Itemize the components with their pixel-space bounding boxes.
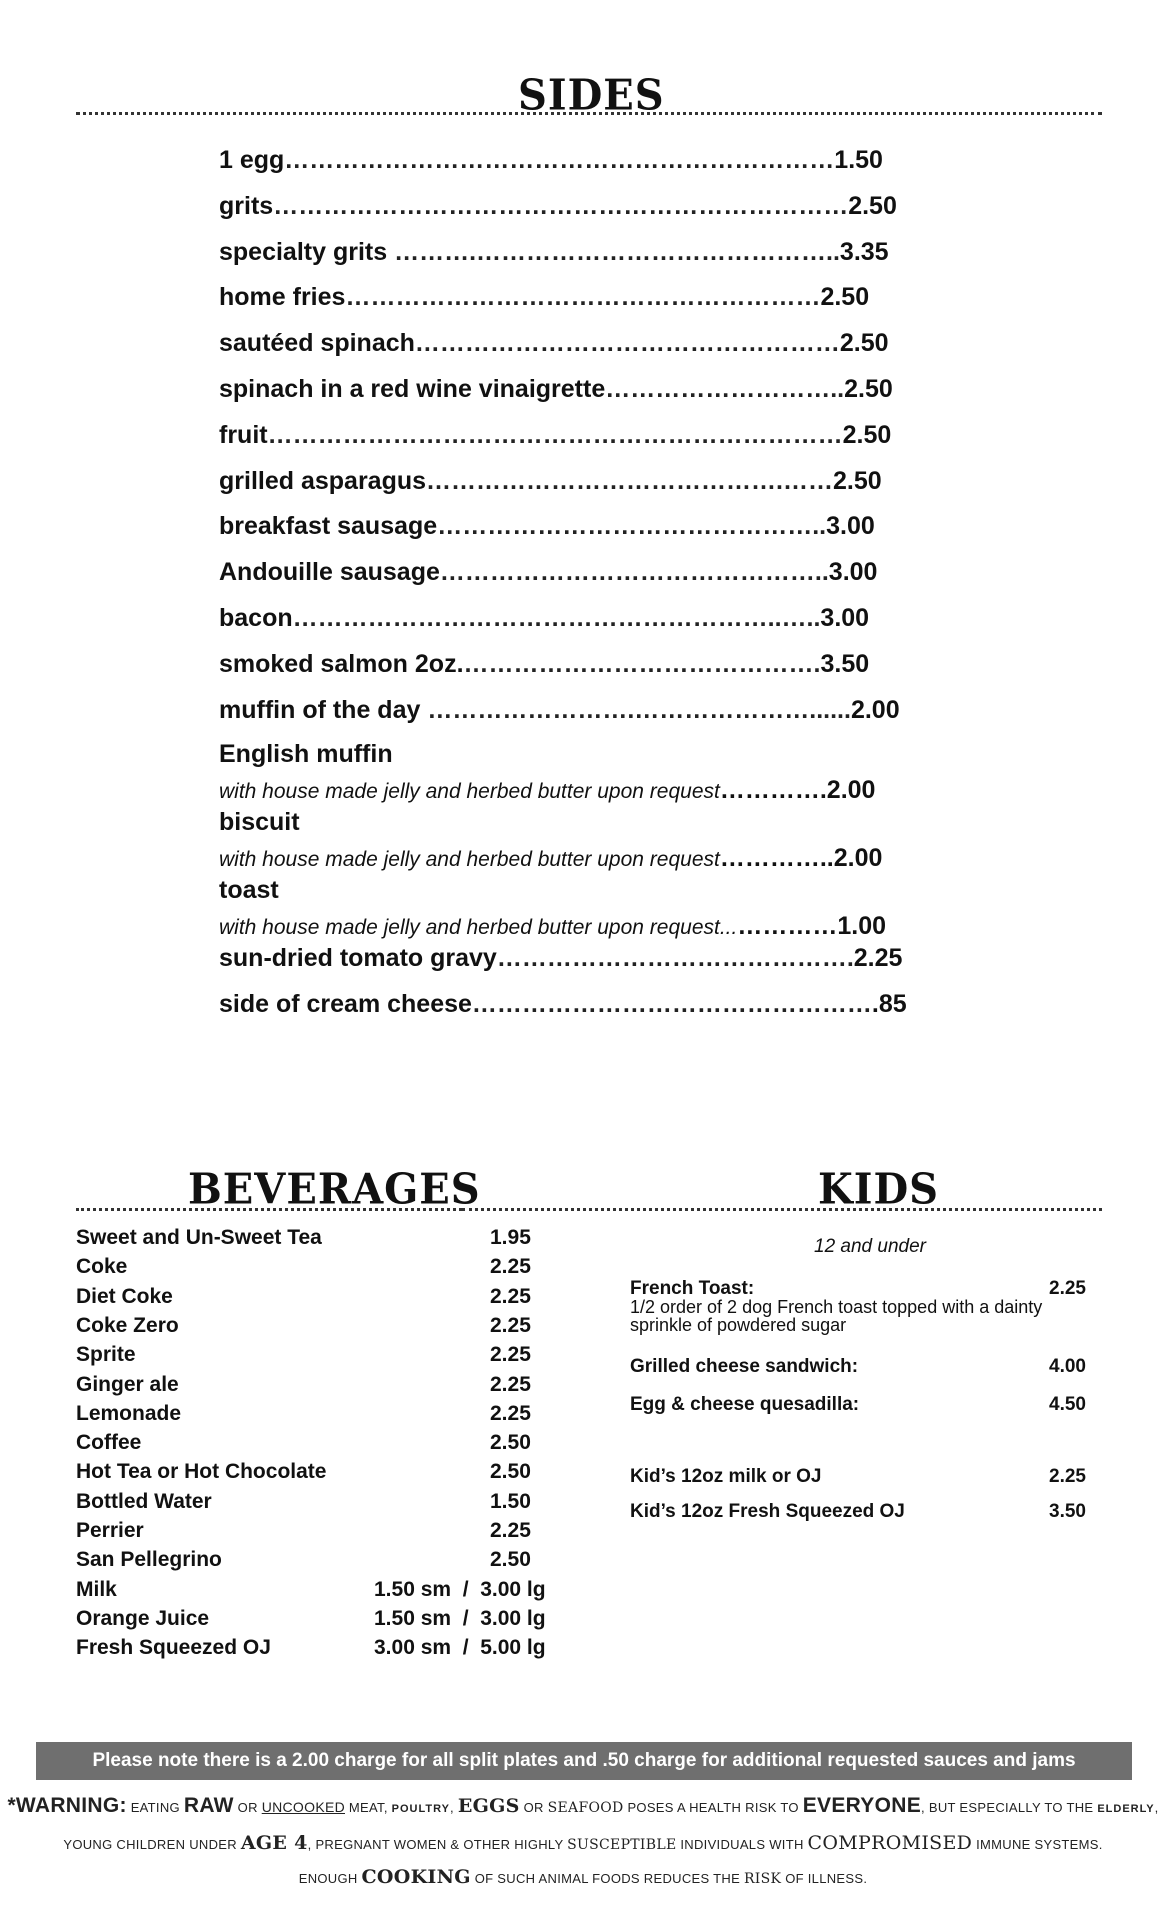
side-item-name: breakfast sausage [219, 512, 438, 540]
kids-drink-name: Kid’s 12oz milk or OJ [630, 1466, 822, 1487]
beverage-price: 1.50 sm / 3.00 lg [374, 1607, 546, 1630]
beverages-divider [76, 1208, 462, 1211]
side-bread-note [219, 844, 882, 873]
side-item-name: sautéed spinach [219, 329, 415, 357]
side-item-label [219, 512, 875, 541]
side-bread-price: 2.00 [833, 844, 883, 872]
kids-item [630, 1394, 1086, 1418]
side-item-leader: ……….…………………………………….. [394, 238, 840, 266]
side-item-price: 2.50 [844, 375, 893, 403]
beverage-item-sized [76, 1607, 596, 1635]
kids-divider [462, 1208, 1102, 1211]
beverage-price: 2.25 [490, 1314, 531, 1337]
warning-line-1: *WARNING: EATING RAW OR UNCOOKED MEAT, POULTRY, EGGS OR SEAFOOD POSES A HEALTH RISK TO EVERYONE, BUT ESPECIALLY TO THE ELDERLY, [7, 1794, 1159, 1817]
side-item-name: home fries [219, 283, 346, 311]
side-item-name: bacon [219, 604, 293, 632]
side-item-name: 1 egg [219, 146, 285, 174]
side-bread-note-text: with house made jelly and herbed butter upon request [219, 848, 720, 871]
side-item-leader: …………………….…………………...... [427, 696, 851, 724]
side-item-leader: ………………………………………………………… [284, 146, 835, 174]
side-item [219, 375, 949, 415]
beverage-price: 1.50 [490, 1490, 531, 1513]
beverage-price: 2.25 [490, 1285, 531, 1308]
beverage-price: 1.50 sm / 3.00 lg [374, 1578, 546, 1601]
side-item-label [219, 238, 889, 267]
side-bread-leader: ………… [737, 912, 838, 940]
side-item-price: 2.50 [820, 283, 870, 311]
side-item-name: grilled asparagus [219, 467, 427, 495]
side-item [219, 283, 949, 323]
beverage-name: Lemonade [76, 1402, 182, 1425]
kids-drink-price: 2.25 [1049, 1466, 1086, 1487]
beverage-name: Milk [76, 1578, 117, 1601]
beverage-price: 2.25 [490, 1519, 531, 1542]
side-item-price: 3.50 [820, 650, 870, 678]
kids-item-name: Egg & cheese quesadilla: [630, 1394, 860, 1415]
side-item-leader: ……………………………………. [463, 650, 821, 678]
beverage-price: 2.25 [490, 1373, 531, 1396]
side-item-label [219, 192, 897, 221]
beverage-name: Hot Tea or Hot Chocolate [76, 1460, 327, 1483]
side-extra-leader: ………………………………………… [471, 990, 872, 1018]
side-item-label [219, 696, 900, 725]
side-item-price: 2.50 [848, 192, 897, 220]
beverage-item [76, 1285, 596, 1313]
side-item-price: 2.50 [839, 329, 889, 357]
side-item-label [219, 146, 883, 175]
side-item [219, 146, 949, 186]
kids-drink [630, 1466, 1086, 1490]
side-item-name: smoked salmon 2oz. [219, 650, 464, 678]
side-item-name: spinach in a red wine vinaigrette [219, 375, 606, 403]
beverage-price: 3.00 sm / 5.00 lg [374, 1636, 546, 1659]
side-item-price: 3.35 [839, 238, 889, 266]
side-item-label [219, 421, 892, 450]
side-item-label [219, 558, 878, 587]
kids-item-price: 2.25 [1049, 1278, 1086, 1299]
sides-divider [76, 112, 1102, 115]
side-bread-note [219, 912, 886, 941]
kids-item-description: 1/2 order of 2 dog French toast topped with a dainty sprinkle of powdered sugar [630, 1297, 1043, 1335]
side-item-name: fruit [219, 421, 268, 449]
side-item-leader: …………………………………….…… [426, 467, 833, 495]
kids-item-name: Grilled cheese sandwich: [630, 1356, 859, 1377]
side-bread-price: 1.00 [837, 912, 887, 940]
beverage-price: 2.50 [490, 1548, 531, 1571]
side-extra-label [219, 990, 907, 1019]
kids-item-name: French Toast: [630, 1278, 755, 1299]
beverage-name: Sprite [76, 1343, 136, 1366]
beverage-name: Perrier [76, 1519, 144, 1542]
beverage-name: Orange Juice [76, 1607, 210, 1630]
side-extra-price: .85 [871, 990, 907, 1018]
beverage-name: Ginger ale [76, 1373, 179, 1396]
side-item [219, 558, 949, 598]
side-item-name: Andouille sausage [219, 558, 440, 586]
side-extra-label [219, 944, 902, 973]
beverage-name: Diet Coke [76, 1285, 173, 1308]
side-item-price: 3.00 [820, 604, 870, 632]
beverage-name: Coke [76, 1255, 128, 1278]
beverage-item [76, 1548, 596, 1576]
side-extra-leader: ……………………………………. [496, 944, 854, 972]
kids-item [630, 1356, 1086, 1380]
side-item [219, 650, 949, 690]
beverage-price: 2.25 [490, 1402, 531, 1425]
side-bread-name: biscuit [219, 808, 300, 836]
kids-drink-price: 3.50 [1049, 1501, 1086, 1522]
side-item-leader: ……………………….. [605, 375, 845, 403]
side-item-name: specialty grits [219, 238, 395, 266]
kids-drink [630, 1501, 1086, 1525]
side-item-leader: …………………………………………… [414, 329, 840, 357]
kids-item-price: 4.50 [1049, 1394, 1086, 1415]
side-extra [219, 944, 949, 984]
side-bread-leader: ………….. [719, 844, 834, 872]
side-item-leader: ……………………………………….. [437, 512, 827, 540]
side-item-price: 2.50 [842, 421, 892, 449]
side-item [219, 192, 949, 232]
sides-heading: SIDES [518, 70, 665, 121]
side-item-price: 2.50 [832, 467, 882, 495]
beverage-item-sized [76, 1578, 596, 1606]
beverage-name: Fresh Squeezed OJ [76, 1636, 271, 1659]
side-item-name: grits [219, 192, 274, 220]
side-bread-note-text: with house made jelly and herbed butter upon request... [219, 916, 738, 939]
side-item-price: 3.00 [826, 512, 875, 540]
side-item-label [219, 467, 882, 496]
beverage-item-sized [76, 1636, 596, 1664]
beverage-name: Bottled Water [76, 1490, 212, 1513]
beverage-item [76, 1431, 596, 1459]
side-item [219, 467, 949, 507]
beverage-name: Sweet and Un-Sweet Tea [76, 1226, 322, 1249]
side-bread-note [219, 776, 875, 805]
side-extra [219, 990, 949, 1030]
kids-heading: KIDS [818, 1164, 940, 1215]
side-item-price: 2.00 [850, 696, 900, 724]
side-item-leader: ……………………………………….. [439, 558, 829, 586]
kids-item-price: 4.00 [1049, 1356, 1086, 1377]
beverage-item [76, 1490, 596, 1518]
side-item [219, 604, 949, 644]
side-bread-note-text: with house made jelly and herbed butter upon request [219, 780, 720, 803]
kids-drink-name: Kid’s 12oz Fresh Squeezed OJ [630, 1501, 905, 1522]
side-item [219, 421, 949, 461]
warning-label: *WARNING: [7, 1794, 127, 1817]
side-bread-name: English muffin [219, 740, 393, 768]
beverage-item [76, 1226, 596, 1254]
beverage-item [76, 1402, 596, 1430]
side-item-price: 1.50 [834, 146, 883, 174]
side-item [219, 238, 949, 278]
side-item-name: muffin of the day [219, 696, 428, 724]
side-item [219, 329, 949, 369]
beverage-item [76, 1343, 596, 1371]
split-plate-note: Please note there is a 2.00 charge for all split plates and .50 charge for additional requested sauces and jams [36, 1742, 1132, 1780]
side-item [219, 512, 949, 552]
side-item-label [219, 604, 870, 633]
beverage-price: 2.50 [490, 1460, 531, 1483]
warning-line-2: YOUNG CHILDREN UNDER AGE 4, PREGNANT WOMEN & OTHER HIGHLY SUSCEPTIBLE INDIVIDUALS WITH COMPROMISED IMMUNE SYSTEMS. [63, 1832, 1103, 1854]
warning-line-3: ENOUGH COOKING OF SUCH ANIMAL FOODS REDUCES THE RISK OF ILLNESS. [298, 1866, 868, 1888]
beverages-heading: BEVERAGES [188, 1164, 481, 1215]
beverage-price: 2.50 [490, 1431, 531, 1454]
beverage-item [76, 1314, 596, 1342]
kids-subtitle: 12 and under [814, 1236, 926, 1257]
beverage-price: 2.25 [490, 1343, 531, 1366]
beverage-name: San Pellegrino [76, 1548, 222, 1571]
side-item-leader: ………………………………………………… [345, 283, 821, 311]
side-extra-price: 2.25 [853, 944, 903, 972]
side-extra-name: side of cream cheese [219, 990, 472, 1018]
side-bread-name: toast [219, 876, 279, 904]
side-extra-name: sun-dried tomato gravy [219, 944, 497, 972]
beverage-price: 1.95 [490, 1226, 531, 1249]
side-item-label [219, 650, 870, 679]
beverage-price: 2.25 [490, 1255, 531, 1278]
side-item-leader: …………………………………………………..….. [292, 604, 821, 632]
beverage-item [76, 1460, 596, 1488]
side-bread-leader: …………. [719, 776, 827, 804]
side-item-label [219, 283, 870, 312]
side-item-label [219, 375, 893, 404]
beverage-item [76, 1255, 596, 1283]
side-item [219, 696, 949, 736]
beverage-item [76, 1373, 596, 1401]
side-item-price: 3.00 [828, 558, 878, 586]
side-item-label [219, 329, 889, 358]
side-item-leader: …………………………………………………………… [273, 192, 849, 220]
beverage-name: Coke Zero [76, 1314, 179, 1337]
side-bread-price: 2.00 [826, 776, 876, 804]
side-item-leader: …………………………………………………………… [267, 421, 843, 449]
beverage-name: Coffee [76, 1431, 142, 1454]
beverage-item [76, 1519, 596, 1547]
